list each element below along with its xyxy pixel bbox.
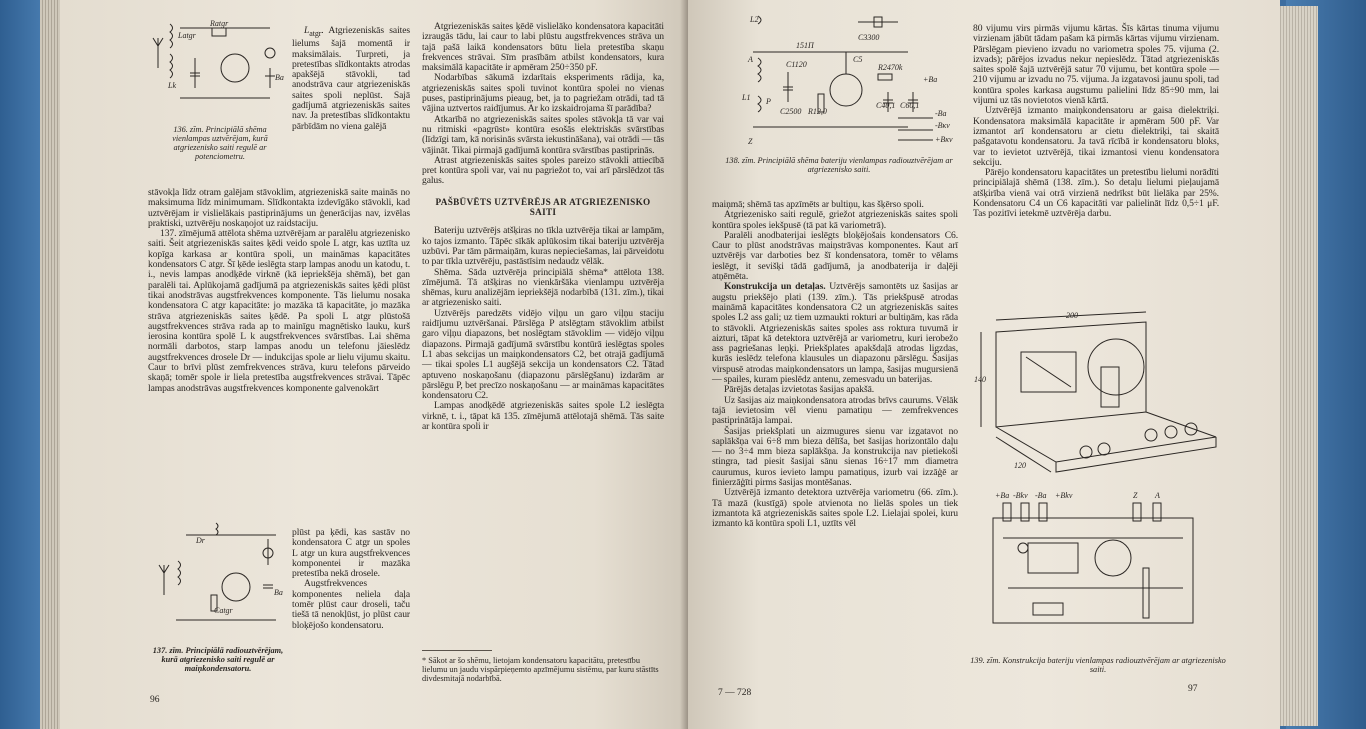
page-edges-right	[1278, 6, 1318, 726]
paragraph: plūst pa ķēdi, kas sastāv no kondensatora C atgr un spoles L atgr un kura augstfrekvences komponentei ir mazāka pretestība nekā drosele.	[292, 527, 410, 580]
paragraph: Uz šasijas aiz maiņkondensatora atrodas brīvs caurums. Vēlāk tajā ievietosim vēl vienu pamatiņu — zemfrekvences pastiprinātāja lampai.	[712, 394, 958, 427]
figure-139-caption: 139. zīm. Konstrukcija bateriju vienlampas radiouztvērējam ar atgriezenisko saiti.	[970, 656, 1226, 674]
page-number-left: 96	[150, 695, 160, 705]
fig139-dim-width: 200	[1066, 311, 1078, 320]
paragraph: Atkarībā no atgriezeniskās saites spoles stāvokļa tā var vai nu ritmiski «pagrūst» kontūra esošās elektriskās svārstības (līdzīgi tam, kā norisinās svārsta iekustināšana), vai otrādi — tās vājināt. Tikai pirmajā gadījumā kontūra svārstības pastiprinās.	[422, 113, 664, 156]
left-column-1-top	[292, 26, 410, 132]
footnote: * Sākot ar šo shēmu, lietojam kondensatoru kapacitātu, pretestību lielumu un jaudu vispārpieņemto apzīmējumu sistēmu, par kuru stāstīts divdesmitajā nodarbībā.	[422, 656, 659, 683]
svg-text:Catgr: Catgr	[214, 606, 233, 615]
paragraph	[712, 282, 958, 385]
svg-text:Ba: Ba	[275, 73, 284, 82]
inline-subscript: atgr	[309, 28, 322, 38]
paragraph: Uztvērējā izmanto maiņkondensatoru ar gaisa dielektriķi. Kondensatora maksimālā kapacitāte ir apmēram 500 pF. Var izmantot arī kondensatoru ar cietu dielektriķi, tai skaitā pašgatavotu kondensatoru. Ja tavā rīcībā ir kondensatoru bloks, var to ievietot uztvērējā, tikai izmantosi vienu kondensatora sekciju.	[973, 105, 1219, 168]
fig139-dim-depth: 120	[1014, 461, 1026, 470]
paragraph: Atgriezenisko saiti regulē, griežot atgriezeniskās saites spoli kontūra spoles iekšpusē (tā pat kā variometrā).	[712, 209, 958, 231]
fig139-dim-height: 140	[974, 375, 986, 384]
figure-138-caption: 138. zīm. Principiālā shēma bateriju vienlampas radiouztvērējam ar atgriezenisko saiti.	[725, 156, 953, 174]
paragraph-text: . Atgriezeniskās saites lielums šajā momentā ir maksimālais. Turpreti, ja pretestības slīdkontakts atrodas apakšējā stāvokli, tad anodstrāva caur atgriezeniskās saites spoli neplūst. Sajā gadījumā atgriezeniskās saites nav. Ja pretestības slīdkontaktu pārbīdām no viena galējā	[292, 25, 410, 132]
svg-text:Ratgr: Ratgr	[210, 19, 229, 28]
fig138-label-lamp: 151П	[796, 41, 814, 50]
figure-138-schematic	[728, 12, 958, 152]
fig138-label-minus-bkv: -Bкv	[935, 121, 950, 130]
left-column-1	[148, 188, 410, 394]
paragraph: Uztvērējā izmanto detektora uztvērēja variometru (66. zīm.). Tā mazā (kustīgā) spole atvienota no lielās spoles un tiek izmantota kā atgriezeniskās saites spole L2. Lielajai spolei, kuru izmanto kā kontūra spoli L1, uztīts vēl	[712, 487, 958, 530]
figure-137-caption: 137. zīm. Principiālā radiouztvērējam, kurā atgriezenisko saiti regulē ar maiņkondensatoru.	[152, 646, 284, 673]
fig138-label-minus-ba: -Ba	[935, 109, 947, 118]
fig139-label-a: A	[1155, 491, 1160, 500]
page-edges-left	[40, 0, 62, 729]
paragraph: maiņmā; shēmā tas apzīmēts ar bultiņu, kas šķērso spoli.	[712, 199, 924, 210]
paragraph: Bateriju uztvērējs atšķiras no tīkla uztvērēja tikai ar lampām, ko tajos izmanto. Tāpēc sīkāk aplūkosim tikai bateriju uztvērēja uzbūvi. Par tām pārmaiņām, kuras nepieciešamas, lai pārveidotu to par tīkla uztvērēju, pastāstīsim nedaudz vēlāk.	[422, 225, 664, 268]
paragraph: stāvokļa līdz otram galējam stāvoklim, atgriezeniskā saite mainās no maksimuma līdz minimumam. Slīdkontakta izdevīgāko stāvokli, kad uztvērējam ir vislielākais pastiprinājums un ģenerācijas nav, izvēlas praktiski, uztvērēju noskaņojot uz raidstaciju.	[148, 187, 410, 229]
left-page	[60, 0, 688, 729]
paragraph: Šasijas priekšplati un aizmugures sienu var izgatavot no saplākšņa vai 6÷8 mm bieza dēlīša, bet šasijas horizontālo daļu — no 3÷4 mm bieza saplākšņa. Ja konstrukcija nav pietiekoši stingra, tad piesit šasijai sānu sienas 16÷17 mm diametra caurumus, kuros ievieto lampu pamatiņus, izurb vai izzāģē ar finierzāģīti pirms šasijas montēšanas.	[712, 425, 958, 489]
footnote-rule	[422, 650, 492, 651]
right-column-2	[973, 24, 1219, 220]
fig138-label-l1: L1	[742, 93, 751, 102]
fig138-label-c5: C5	[853, 55, 863, 64]
right-page	[688, 0, 1280, 729]
fig138-label-p: P	[766, 97, 771, 106]
fig138-label-c4: C40,1	[876, 101, 896, 110]
fig138-label-c1: C1120	[786, 60, 807, 69]
fig139-label-minus-ba: -Ba	[1035, 491, 1047, 500]
paragraph: Atrast atgriezeniskās saites spoles pareizo stāvokli attiecībā pret kontūra spoli var, vai nu pagriežot to, vai arī pārslēdzot tās galus.	[422, 154, 664, 187]
signature-mark: 7 — 728	[718, 688, 752, 698]
paragraph: Atgriezeniskās saites ķēdē vislielāko kondensatora kapacitāti izraugās tādu, lai caur to labi plūstu augstfrekvences strāva un tajā pašā laikā kondensators būtu liela pretestība skaņu frekvences strāvai. Sīm prasībām atbilst kondensators, kura maksimālā kapacitāte ir apmēram 250÷350 pF.	[422, 21, 664, 74]
fig138-label-c6: C60,1	[900, 101, 920, 110]
svg-text:Lk: Lk	[168, 81, 176, 90]
paragraph: Nodarbības sākumā izdarītais eksperiments rādija, ka, atgriezeniskās saites spoli tuvinot kontūra spolei no vienas puses, pastiprinājums pieaug, bet, ja to pagriežam otrādi, tad tā vājina uztvertos raidījumus. Ar ko izskaidrojama šī parādība?	[422, 72, 664, 115]
paragraph: Lampas anodķēdē atgriezeniskās saites spole L2 ieslēgta virknē, t. i., tāpat kā 135. zīmējumā attēlotajā shēmā. Tās saite ar kontūra spoli ir	[422, 400, 664, 432]
right-column-1	[712, 200, 958, 530]
left-column-2	[422, 22, 664, 432]
fig138-label-plus-bkv: +Bкv	[935, 135, 953, 144]
svg-text:Latgr: Latgr	[178, 31, 196, 40]
figure-139-chassis-underside	[983, 488, 1213, 638]
paragraph: Pārējo kondensatoru kapacitātes un pretestību lielumi norādīti principiālajā shēmā (138. zīm.). So detaļu lielumi pieļaujamā atšķirība vienā vai otrā virzienā nedrīkst būt lielāka par 25%. Kondensatoru C4 un C6 kapacitāti var palielināt līdz 0,5÷1 μF. Tas pozitīvi ietekmē uztvērēja darbu.	[973, 167, 1219, 220]
left-column-1-bottom	[292, 528, 410, 631]
fig138-label-c2: C2500	[780, 107, 802, 116]
fig138-label-z: Z	[748, 137, 753, 146]
figure-137-schematic	[156, 525, 286, 630]
paragraph: Pārējās detaļas izvietotas šasijas apakšā.	[724, 384, 875, 396]
paragraph-text: Uztvērējs samontēts uz šasijas ar augstu priekšējo plati (139. zīm.). Tās priekšpusē atrodas maināmā kapacitātes kondensatora C2 un atgriezeniskās saites spoles L2 ass gali; uz tiem uzmaukti rokturi ar bultiņām, kas rāda to stāvokli. Atgriezeniskās saites spoles ass roktura tuvumā ir aizturi, tāpat kā detektora uztvērējā ar variometru, kuri ierobežo ass pagriešanas leņķi. Priekšplates apakšdaļā atrodas ligzdas, kurās ieslēdz telefona klausules un diapazonu pārslēgu. Šasijas virspusē atrodas maiņkondensators un lampa, šasijas mugursienā — spailes, kuram pieslēdz antenu, zemesvadu un baterijas.	[712, 281, 958, 386]
fig138-label-plus-ba: +Ba	[923, 75, 938, 84]
svg-text:Ba: Ba	[274, 588, 283, 597]
paragraph: 80 vijumu virs pirmās vijumu kārtas. Šīs kārtas tinuma vijumu virzienam jābūt tādam pašam kā pirmās kārtas vijumu virzienam. Pārslēgam pievieno izvadu no variometra spoles 75. vijuma (2. izvads); pārējos izvadus nekur nepieslēdz. Tātad atgriezeniskās saites spolē šajā uztvērējā satur 70 vijumu, bet kontūra spole — 210 vijumu ar izvadu no 75. vijuma. Ja izgatavosi jaunu spoli, tad kontūra spoles karkasa augstumu palielini līdz 85÷90 mm, lai vijumi uz tās novietotos vienā kārtā.	[973, 23, 1219, 107]
figure-136-caption: 136. zīm. Principiālā shēma vienlampas uztvērējam, kurā atgriezenisko saiti regulē ar potenciometru.	[172, 125, 268, 161]
section-heading: PAŠBŪVĒTS UZTVĒRĒJS AR ATGRIEZENISKO SAITI	[435, 196, 651, 218]
figure-139-isometric-drawing	[976, 312, 1226, 482]
paragraph: Paralēli anodbaterijai ieslēgts bloķējošais kondensators C6. Caur to plūst anodstrāvas maiņstrāvas komponentes. Kaut arī uztvērējs var darboties bez šī kondensatora, tomēr to vēlams ieslēgt, it sevišķi tādā gadījumā, ja anodbaterija ir daļēji atņēmēta.	[712, 229, 958, 283]
inline-symbol: L	[304, 25, 310, 36]
paragraph-latgr	[292, 26, 410, 132]
fig138-label-c3: C3300	[858, 33, 880, 42]
paragraph: Augstfrekvences komponentes neliela daļa tomēr plūst caur droseli, taču tiešā tā nenokļūst, jo plūst caur bloķējošo kondensatoru.	[292, 578, 410, 631]
figure-136-schematic	[150, 18, 290, 118]
fig138-label-a: A	[748, 55, 753, 64]
fig138-label-l2: L2	[750, 15, 759, 24]
paragraph: Uztvērējs paredzēts vidējo viļņu un garo viļņu staciju raidījumu uztvēršanai. Pārslēga P atslēgtam stāvoklim atbilst garo viļņu diapazons, bet noslēgtam stāvoklim — vidējo viļņu diapazons. Pirmajā gadījumā svārstību kontūrā ieslēgtas spoles L1 abas sekcijas un maiņkondensators C2, bet otrajā gadījumā — tikai spoles L1 augšējā sekcija un kondensators C2. Tātad aptuveno noskaņošanu (diapazonu pārslēgšanu) izdarām ar pārslēgu P, bet precīzo noskaņošanu — ar maināmas kapacitātes kondensatoru C2.	[422, 307, 664, 402]
subheading-construction: Konstrukcija un detaļas.	[724, 281, 826, 293]
fig139-label-plus-ba: +Ba	[995, 491, 1010, 500]
paragraph: Shēma. Sāda uztvērēja principiālā shēma* attēlota 138. zīmējumā. Tā atšķiras no vienkāršāka vienlampu uztvērēja shēmas, kuru analizējām iepriekšējā nodarbībā (131. zīm.), tikai ar atgriezenisko saiti.	[422, 266, 664, 309]
fig139-label-plus-bkv: +Bkv	[1055, 491, 1073, 500]
paragraph: 137. zīmējumā attēlota shēma uztvērējam ar paralēlu atgriezenisko saiti. Šeit atgriezeniskās saites ķēdi veido spole L atgr, kas uztīta uz kopīga karkasa ar kontūra spoli, un maināmas kapacitātes kondensators C atgr. Šī ķēde ieslēgta starp lampas anodu un katodu, t. i., nevis lampas anodķēde virknē (kā iepriekšēja shēmā), bet gan paralēli tai. Aplūkojamā gadījumā pa atgriezeniskās saites ķēdi plūst tikai anodstrāvas augstfrekvences komponente. Tās lielumu nosaka kondensatora C atgr kapacitāte: jo mazāka tā kapacitāte, jo mazāka strāva atgriezeniskās saites ķēdē. Pa spoli L atgr plūstošā augstfrekvences strāva rada ap to mainīgu magnētisko lauku, kurš ierosina kontūra spolē L k augstfrekvences svārstības. Lai shēma normāli darbotos, starp lampas anodu un telefonu jāieslēdz augstfrekvences drosele Dr — indukcijas spole ar lielu vijumu skaitu. Caur to brīvi plūst zemfrekvences strāva, kuru telefons pārveido skaņā; tomēr spole ir liela pretestība augstfrekvences strāvai. Tāpēc lampas anodstrāvas augstfrekvences komponente galvenokārt	[148, 228, 410, 394]
fig139-label-z: Z	[1133, 491, 1138, 500]
fig138-label-r2: R2470k	[878, 63, 903, 72]
fig139-label-minus-bkv: -Bkv	[1013, 491, 1028, 500]
page-number-right: 97	[1188, 684, 1198, 694]
svg-text:Dr: Dr	[196, 536, 205, 545]
fig138-label-r1: R12,0	[808, 107, 827, 116]
